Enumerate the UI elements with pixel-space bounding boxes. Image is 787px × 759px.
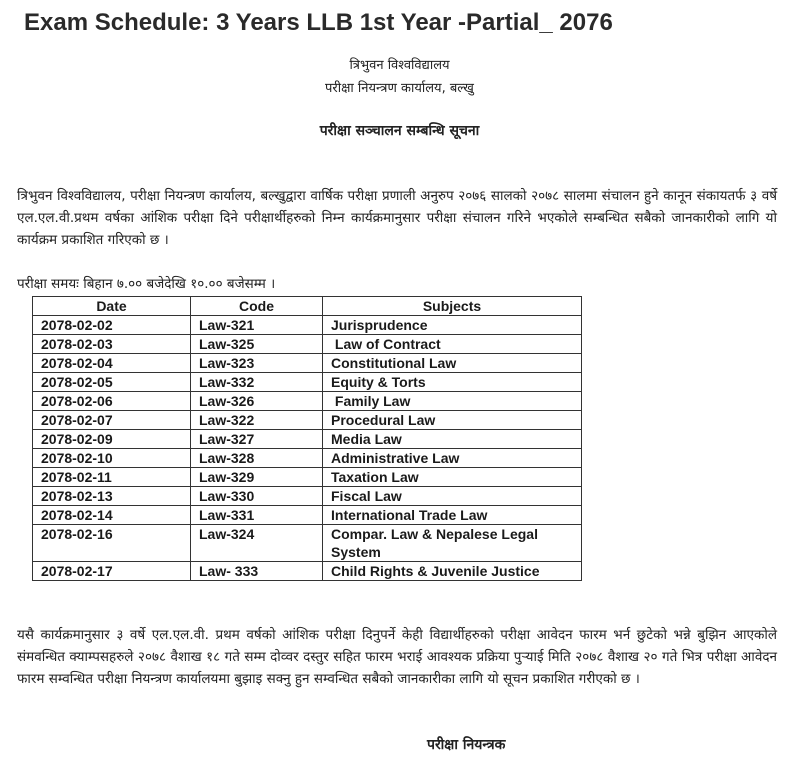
page-title: Exam Schedule: 3 Years LLB 1st Year -Partial_ 2076	[24, 9, 613, 36]
date-cell: 2078-02-14	[33, 506, 191, 525]
date-cell: 2078-02-16	[33, 525, 191, 562]
organization-name: त्रिभुवन विश्वविद्यालय	[349, 58, 450, 73]
subject-cell: Constitutional Law	[323, 354, 582, 373]
table-row	[33, 430, 582, 449]
date-cell: 2078-02-02	[33, 316, 191, 335]
table-row	[33, 411, 582, 430]
code-cell: Law-327	[191, 430, 323, 449]
subject-cell: Taxation Law	[323, 468, 582, 487]
notice-heading: परीक्षा सञ्चालन सम्बन्धि सूचना	[319, 123, 480, 139]
schedule-table	[32, 296, 582, 581]
table-row	[33, 562, 582, 581]
date-cell: 2078-02-05	[33, 373, 191, 392]
subject-cell: Family Law	[323, 392, 582, 411]
code-cell: Law-328	[191, 449, 323, 468]
header-code: Code	[191, 297, 323, 316]
date-cell: 2078-02-11	[33, 468, 191, 487]
code-cell: Law-329	[191, 468, 323, 487]
closing-paragraph: यसै कार्यक्रमानुसार ३ वर्षे एल.एल.वी. प्रथम वर्षको आंशिक परीक्षा दिनुपर्ने केही विद्यार्थीहरुको परीक्षा आवेदन फारम भर्न छुटेको भन्ने बुझिन आएकोले संमवन्धित क्याम्पसहरुले २०७८ वैशाख १८ गते सम्म दोव्वर दस्तुर सहित फारम भराई आवश्यक प्रक्रिया पुऱ्याई मिति २०७८ वैशाख २० गते भित्र परीक्षा आवेदन फारम सम्वन्धित परीक्षा नियन्त्रण कार्यालयमा बुझाइ सक्नु हुन सम्वन्धित सबैको जानकारीका लागि यो सूचन प्रकाशित गरीएको छ ।	[17, 627, 777, 687]
code-cell: Law-325	[191, 335, 323, 354]
date-cell: 2078-02-06	[33, 392, 191, 411]
subject-cell: Media Law	[323, 430, 582, 449]
table-row	[33, 373, 582, 392]
code-cell: Law-326	[191, 392, 323, 411]
office-name: परीक्षा नियन्त्रण कार्यालय, बल्खु	[325, 81, 474, 96]
date-cell: 2078-02-17	[33, 562, 191, 581]
date-cell: 2078-02-13	[33, 487, 191, 506]
subject-cell: Administrative Law	[323, 449, 582, 468]
code-cell: Law-323	[191, 354, 323, 373]
date-cell: 2078-02-10	[33, 449, 191, 468]
code-cell: Law- 333	[191, 562, 323, 581]
date-cell: 2078-02-04	[33, 354, 191, 373]
table-row	[33, 506, 582, 525]
subject-cell: Equity & Torts	[323, 373, 582, 392]
date-cell: 2078-02-07	[33, 411, 191, 430]
subject-cell: Compar. Law & Nepalese Legal System	[323, 525, 582, 562]
table-row	[33, 487, 582, 506]
code-cell: Law-332	[191, 373, 323, 392]
code-cell: Law-321	[191, 316, 323, 335]
signature: परीक्षा नियन्त्रक	[427, 737, 506, 753]
table-row	[33, 392, 582, 411]
subject-cell: Law of Contract	[323, 335, 582, 354]
subject-cell: Fiscal Law	[323, 487, 582, 506]
subject-cell: Jurisprudence	[323, 316, 582, 335]
table-row	[33, 354, 582, 373]
header-date: Date	[33, 297, 191, 316]
table-header-row	[33, 297, 582, 316]
date-cell: 2078-02-09	[33, 430, 191, 449]
code-cell: Law-324	[191, 525, 323, 562]
intro-paragraph: त्रिभुवन विश्वविद्यालय, परीक्षा नियन्त्रण कार्यालय, बल्खुद्वारा वार्षिक परीक्षा प्रणाली अनुरुप २०७६ सालको २०७८ सालमा संचालन हुने कानून संकायतर्फ ३ वर्षे एल.एल.वी.प्रथम वर्षका आंशिक परीक्षा दिने परीक्षार्थीहरुको निम्न कार्यक्रमानुसार परीक्षा संचालन गरिने भएकोले सम्बन्धित सबैको जानकारीको लागि यो कार्यक्रम प्रकाशित गरिएको छ ।	[17, 188, 777, 248]
subject-cell: Procedural Law	[323, 411, 582, 430]
header-subject: Subjects	[323, 297, 582, 316]
code-cell: Law-331	[191, 506, 323, 525]
code-cell: Law-322	[191, 411, 323, 430]
table-row	[33, 525, 582, 562]
subject-cell: Child Rights & Juvenile Justice	[323, 562, 582, 581]
date-cell: 2078-02-03	[33, 335, 191, 354]
table-row	[33, 316, 582, 335]
subject-cell: International Trade Law	[323, 506, 582, 525]
exam-time: परीक्षा समयः बिहान ७.०० बजेदेखि १०.०० बजेसम्म ।	[17, 276, 276, 292]
code-cell: Law-330	[191, 487, 323, 506]
table-row	[33, 335, 582, 354]
table-row	[33, 449, 582, 468]
schedule-body	[33, 316, 582, 581]
table-row	[33, 468, 582, 487]
